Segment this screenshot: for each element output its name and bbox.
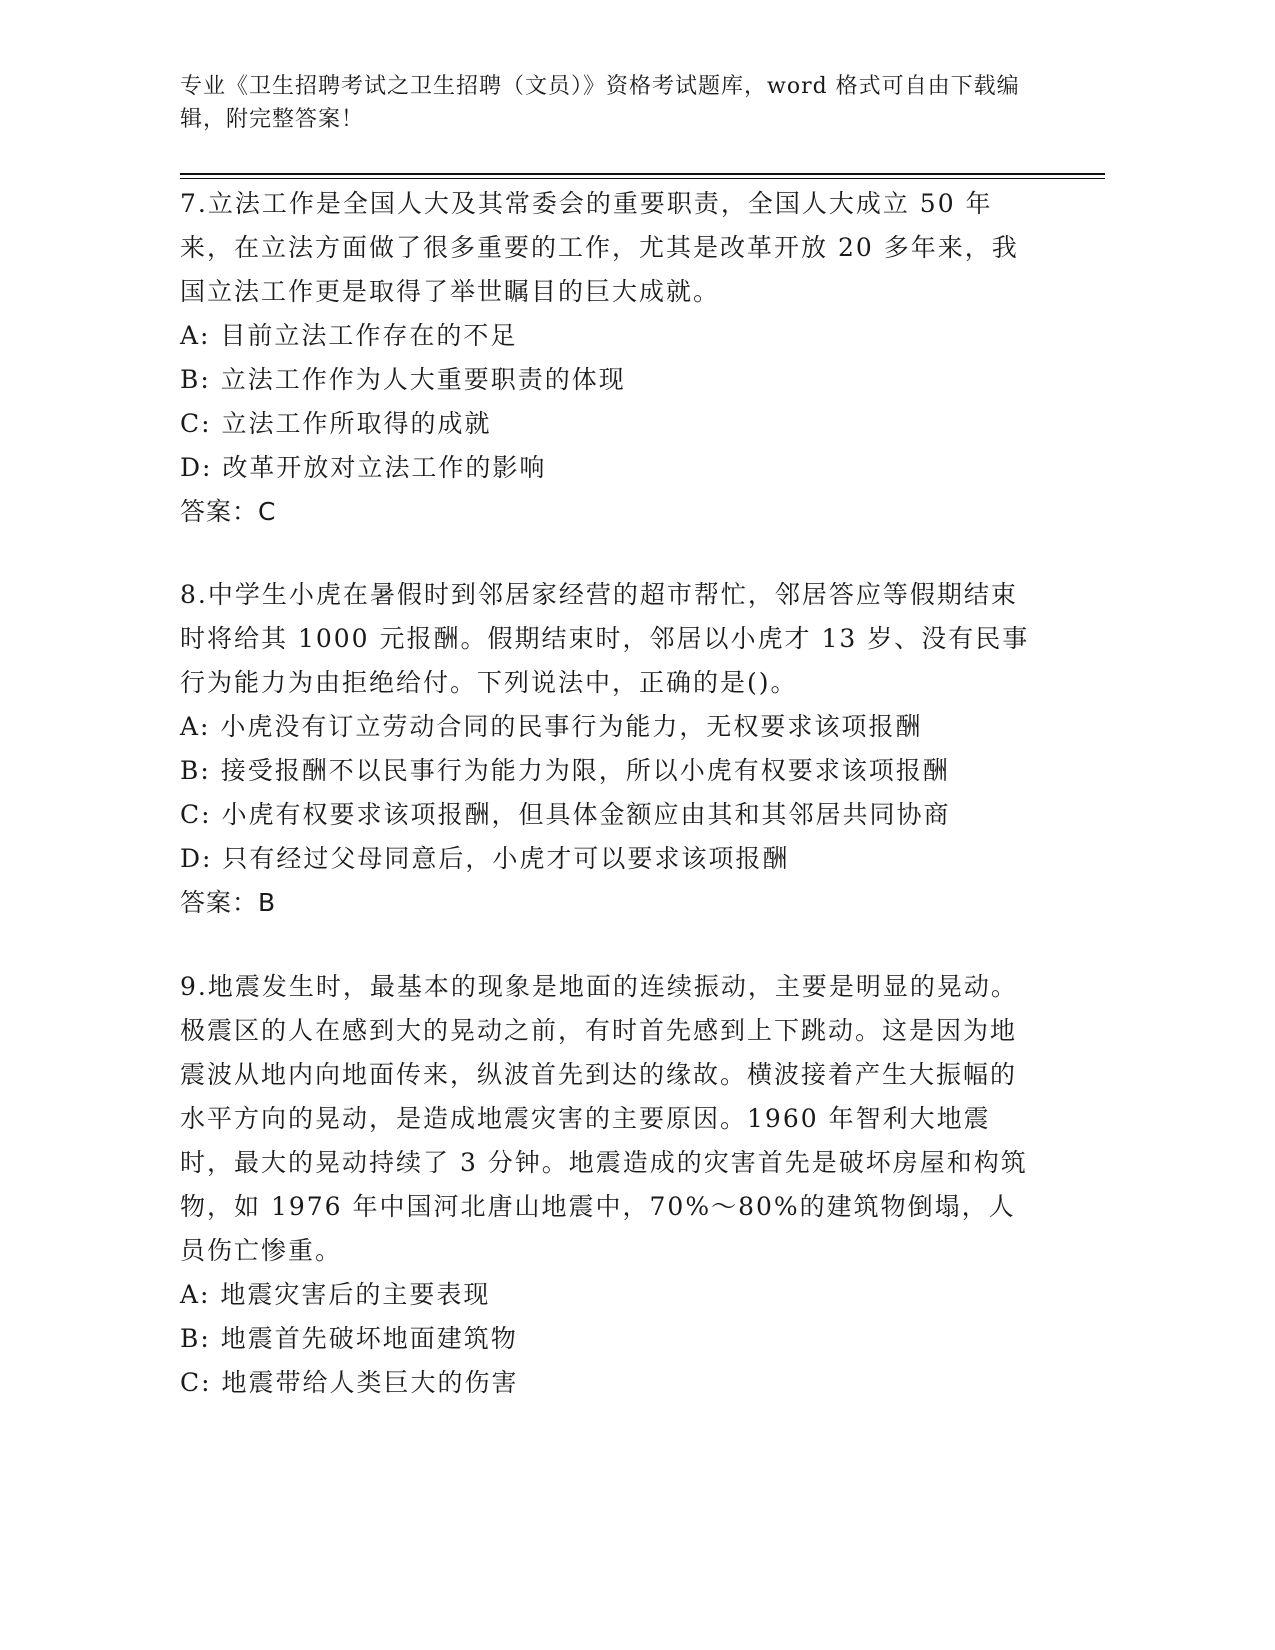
header-divider-thin — [180, 178, 1105, 179]
option-b: B: 地震首先破坏地面建筑物 — [180, 1324, 518, 1353]
option-b: B: 立法工作作为人大重要职责的体现 — [180, 365, 626, 394]
question-8 — [180, 573, 1040, 925]
option-a: A: 目前立法工作存在的不足 — [180, 321, 518, 350]
option-c: C: 立法工作所取得的成就 — [180, 409, 492, 438]
option-a: A: 地震灾害后的主要表现 — [180, 1280, 491, 1309]
answer-label: 答案：C — [180, 497, 277, 526]
option-a: A: 小虎没有订立劳动合同的民事行为能力，无权要求该项报酬 — [180, 712, 923, 741]
question-9 — [180, 965, 1040, 1405]
question-stem: 9.地震发生时，最基本的现象是地面的连续振动，主要是明显的晃动。极震区的人在感到大的晃动之前，有时首先感到上下跳动。这是因为地震波从地内向地面传来，纵波首先到达的缘故。横波接着产生大振幅的水平方向的晃动，是造成地震灾害的主要原因。1960 年智利大地震时，最大的晃动持续了 3 分钟。地震造成的灾害首先是破坏房屋和构筑物，如 1976 年中国河北唐山地震中，70%～80%的建筑物倒塌，人员伤亡惨重。 — [180, 972, 1028, 1265]
option-b: B: 接受报酬不以民事行为能力为限，所以小虎有权要求该项报酬 — [180, 756, 950, 785]
option-d: D: 改革开放对立法工作的影响 — [180, 453, 547, 482]
option-d: D: 只有经过父母同意后，小虎才可以要求该项报酬 — [180, 844, 790, 873]
option-c: C: 地震带给人类巨大的伤害 — [180, 1368, 519, 1397]
document-header: 专业《卫生招聘考试之卫生招聘（文员）》资格考试题库，word 格式可自由下载编辑，附完整答案！ — [180, 74, 1020, 132]
header-divider-thick — [180, 173, 1105, 175]
question-stem: 8.中学生小虎在暑假时到邻居家经营的超市帮忙，邻居答应等假期结束时将给其 1000 元报酬。假期结束时，邻居以小虎才 13 岁、没有民事行为能力为由拒绝给付。下列说法中，正确的是()。 — [180, 580, 1030, 697]
answer-label: 答案：B — [180, 888, 277, 917]
option-c: C: 小虎有权要求该项报酬，但具体金额应由其和其邻居共同协商 — [180, 800, 951, 829]
question-7 — [180, 182, 1040, 534]
question-stem: 7.立法工作是全国人大及其常委会的重要职责，全国人大成立 50 年来，在立法方面做了很多重要的工作，尤其是改革开放 20 多年来，我国立法工作更是取得了举世瞩目的巨大成就。 — [180, 189, 1019, 306]
